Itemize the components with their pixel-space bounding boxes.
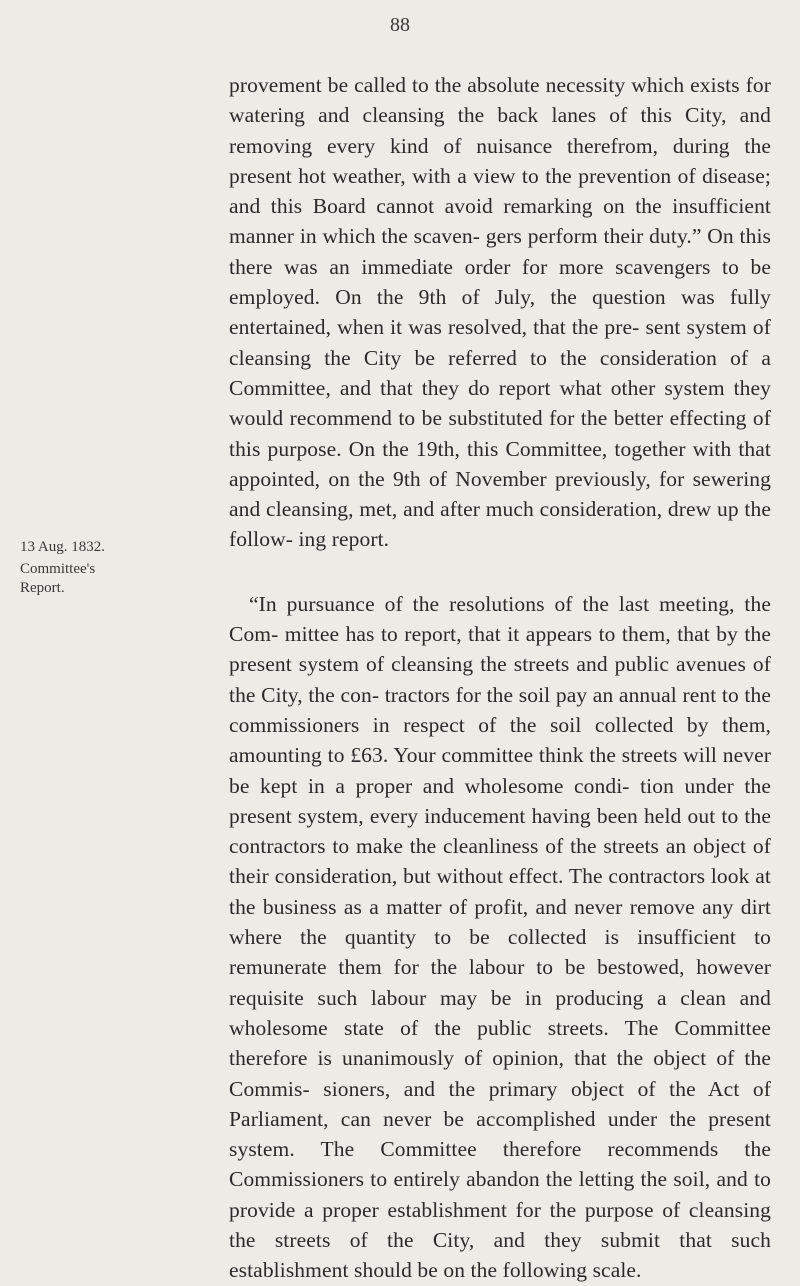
marginal-note-date: 13 Aug. 1832. (20, 539, 106, 555)
paragraph-1: provement be called to the absolute necessity which exists for watering and cleansing the back lanes of this City, and removing every kind of nuisance therefrom, during the present hot weather, with a view to the prevention of disease; and this Board cannot avoid remarking on the insufficient manner in which the scaven- gers perform their duty.” On this there was an immediate order for more scavengers to be employed. On the 9th of July, the question was fully entertained, when it was resolved, that the pre- sent system of cleansing the City be referred to the consideration of a Committee, and that they do report what other system they would recommend to be substituted for the better effecting of this purpose. On the 19th, this Committee, together with that appointed, on the 9th of November previously, for sewering and cleansing, met, and after much consideration, drew up the follow- ing report. (229, 73, 771, 552)
body-text (229, 70, 771, 1286)
paragraph-2: “In pursuance of the resolutions of the last meeting, the Com- mittee has to report, that it appears to them, that by the present system of cleansing the streets and public avenues of the City, the con- tractors for the soil pay an annual rent to the commissioners in respect of the soil collected by them, amounting to £63. Your committee think the streets will never be kept in a proper and wholesome condi- tion under the present system, every inducement having been held out to the contractors to make the cleanliness of the streets an object of their consideration, but without effect. The contractors look at the business as a matter of profit, and never remove any dirt where the quantity to be collected is insufficient to remunerate them for the labour to be bestowed, however requisite such labour may be in producing a clean and wholesome state of the public streets. The Committee therefore is unanimously of opinion, that the object of the Commis- sioners, and the primary object of the Act of Parliament, can never be accomplished under the present system. The Committee therefore recommends the Commissioners to entirely abandon the letting the soil, and to provide a proper establishment for the purpose of cleansing the streets of the City, and they submit that such establishment should be on the following scale. (229, 591, 771, 1283)
page-number: 88 (390, 14, 410, 36)
marginal-note-line1: Committee's (20, 561, 96, 577)
marginal-note-line2: Report. (20, 580, 65, 596)
marginal-note (20, 538, 130, 598)
